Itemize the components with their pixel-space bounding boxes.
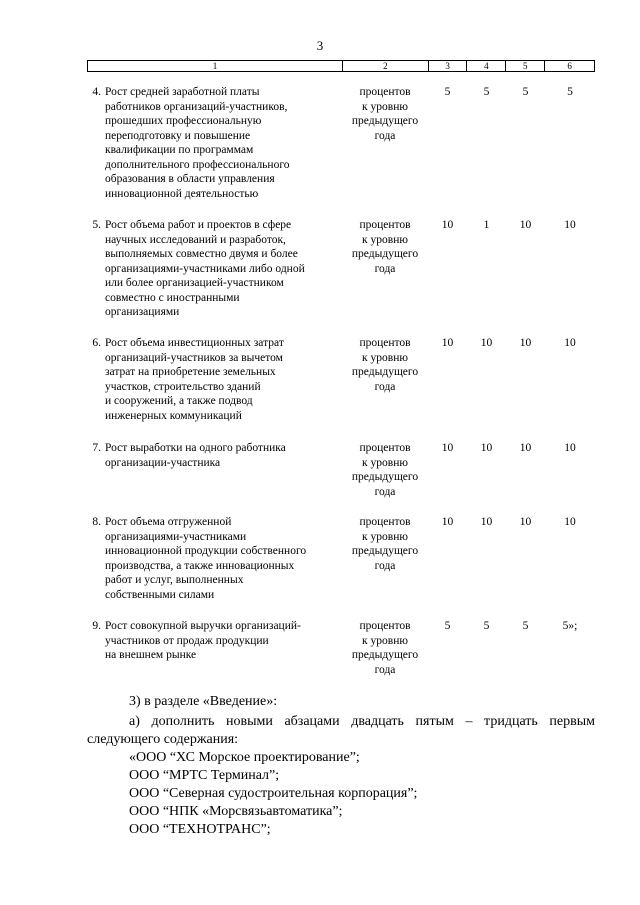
indicator-name — [105, 515, 342, 602]
indicator-name-line: организациями — [105, 306, 180, 318]
value-cell: 10 — [441, 516, 454, 528]
row-number: 5. — [92, 219, 101, 231]
indicator-name-line: участков, строительство зданий — [105, 380, 261, 393]
indicator-name — [105, 218, 342, 320]
indicator-name-line: инновационной деятельностью — [105, 187, 259, 200]
row-number: 8. — [92, 516, 101, 528]
value-cell: 5»; — [562, 620, 578, 632]
unit-of-measure — [342, 619, 428, 677]
header-cell-2: 2 — [342, 61, 428, 71]
indicator-name-line: участников от продаж продукции — [105, 634, 269, 647]
indicator-name-line: Рост объема отгруженной — [105, 516, 232, 528]
value-cell: 10 — [480, 516, 493, 528]
indicator-name — [105, 85, 342, 201]
table-row — [87, 336, 595, 423]
row-number: 9. — [92, 620, 101, 632]
indicator-name-line: на внешнем рынке — [105, 649, 197, 661]
unit-line: процентов — [359, 337, 411, 349]
indicator-name — [105, 336, 342, 423]
unit-of-measure — [342, 85, 428, 201]
unit-line: предыдущего — [351, 471, 419, 483]
indicator-name-line: инновационной продукции собственного — [105, 545, 307, 557]
unit-line: года — [374, 380, 396, 393]
indicator-name-line: квалификации по программам — [105, 144, 254, 156]
unit-line: к уровню — [362, 233, 408, 246]
org-list-item: ООО “МРТС Терминал”; — [129, 768, 280, 783]
unit-line: предыдущего — [351, 649, 419, 661]
indicator-name-line: работников организаций-участников, — [105, 100, 288, 113]
indicator-name-line: производства, а также инновационных — [105, 559, 295, 572]
unit-line: предыдущего — [351, 115, 419, 127]
indicator-name-line: организациями-участниками — [105, 530, 247, 543]
value-cell: 5 — [483, 86, 490, 98]
unit-line: к уровню — [362, 456, 408, 469]
indicator-name-line: и сооружений, а также подвод — [105, 395, 253, 407]
unit-line: к уровню — [362, 530, 408, 543]
table-row — [87, 85, 595, 201]
value-cell: 5 — [444, 620, 451, 632]
value-cell: 10 — [519, 337, 532, 349]
table-row — [87, 619, 595, 677]
unit-line: к уровню — [362, 100, 408, 113]
indicator-name-line: Рост объема работ и проектов в сфере — [105, 219, 292, 231]
unit-line: процентов — [359, 442, 411, 454]
indicator-name-line: инженерных коммуникаций — [105, 409, 242, 422]
indicator-name-line: или более организацией-участником — [105, 277, 284, 289]
value-cell: 1 — [483, 219, 490, 231]
unit-line: года — [374, 485, 396, 498]
indicator-name-line: Рост выработки на одного работника — [105, 442, 286, 454]
indicator-name-line: выполняемых совместно двумя и более — [105, 248, 298, 260]
indicator-name-line: совместно с иностранными — [105, 291, 240, 304]
indicator-name — [105, 441, 342, 499]
header-cell-1: 1 — [212, 61, 218, 71]
row-number: 7. — [92, 442, 101, 454]
indicator-name-line: Рост объема инвестиционных затрат — [105, 337, 284, 349]
unit-line: процентов — [359, 86, 411, 98]
value-cell: 5 — [522, 620, 529, 632]
table-row — [87, 218, 595, 320]
value-cell: 10 — [564, 516, 576, 528]
indicator-name-line: собственными силами — [105, 588, 215, 601]
indicator-name-line: переподготовку и повышение — [105, 129, 251, 142]
org-list-item: ООО “ТЕХНОТРАНС”; — [129, 822, 271, 837]
value-cell: 10 — [480, 442, 493, 454]
value-cell: 5 — [483, 620, 490, 632]
value-cell: 5 — [567, 86, 573, 98]
value-cell: 5 — [444, 86, 451, 98]
value-cell: 10 — [519, 442, 532, 454]
unit-line: года — [374, 559, 396, 572]
indicators-table — [87, 60, 595, 676]
unit-of-measure — [342, 515, 428, 602]
unit-line: года — [374, 262, 396, 275]
indicator-name-line: дополнительного профессионального — [105, 158, 290, 171]
value-cell: 10 — [564, 442, 576, 454]
indicator-name-line: научных исследований и разработок, — [105, 233, 286, 246]
header-cell-4: 4 — [466, 61, 505, 71]
header-cell-6: 6 — [544, 61, 594, 71]
page-number: 3 — [316, 38, 324, 53]
indicator-name-line: организации-участника — [105, 456, 221, 469]
indicator-name-line: работ и услуг, выполненных — [105, 574, 244, 586]
unit-line: процентов — [359, 219, 411, 231]
unit-line: года — [374, 663, 396, 676]
unit-line: к уровню — [362, 634, 408, 647]
org-list-item: ООО “Северная судостроительная корпорация”; — [129, 786, 418, 801]
header-cell-5: 5 — [505, 61, 544, 71]
unit-line: к уровню — [362, 351, 408, 364]
value-cell: 10 — [519, 516, 532, 528]
indicator-name — [105, 619, 342, 677]
indicator-name-line: организаций-участников за вычетом — [105, 351, 283, 364]
table-row — [87, 515, 595, 602]
indicator-name-line: Рост совокупной выручки организаций- — [105, 620, 301, 632]
unit-line: процентов — [359, 620, 411, 632]
value-cell: 10 — [564, 337, 576, 349]
item-3-text: 3) в разделе «Введение»: — [129, 694, 278, 709]
unit-of-measure — [342, 336, 428, 423]
item-a-line-2: следующего содержания: — [87, 732, 239, 747]
value-cell: 10 — [480, 337, 493, 349]
table-header-row — [87, 60, 595, 72]
indicator-name-line: прошедших профессиональную — [105, 115, 262, 127]
table-row — [87, 441, 595, 499]
value-cell: 10 — [441, 337, 454, 349]
unit-of-measure — [342, 441, 428, 499]
row-number: 4. — [92, 86, 101, 98]
value-cell: 10 — [441, 442, 454, 454]
unit-line: предыдущего — [351, 545, 419, 557]
indicator-name-line: затрат на приобретение земельных — [105, 366, 276, 378]
value-cell: 10 — [564, 219, 576, 231]
unit-line: предыдущего — [351, 366, 419, 378]
indicator-name-line: организациями-участниками либо одной — [105, 262, 305, 275]
indicator-name-line: Рост средней заработной платы — [105, 86, 260, 98]
unit-of-measure — [342, 218, 428, 320]
indicator-name-line: образования в области управления — [105, 173, 275, 185]
unit-line: предыдущего — [351, 248, 419, 260]
unit-line: процентов — [359, 516, 411, 528]
unit-line: года — [374, 129, 396, 142]
org-list-item: «ООО “ХС Морское проектирование”; — [129, 750, 360, 765]
row-number: 6. — [92, 337, 101, 349]
value-cell: 5 — [522, 86, 529, 98]
value-cell: 10 — [441, 219, 454, 231]
value-cell: 10 — [519, 219, 532, 231]
header-cell-3: 3 — [428, 61, 467, 71]
org-list-item: ООО “НПК «Морсвязьавтоматика”; — [129, 804, 343, 819]
item-a-line-1: а) дополнить новыми абзацами двадцать пятым – тридцать первым — [129, 714, 595, 729]
